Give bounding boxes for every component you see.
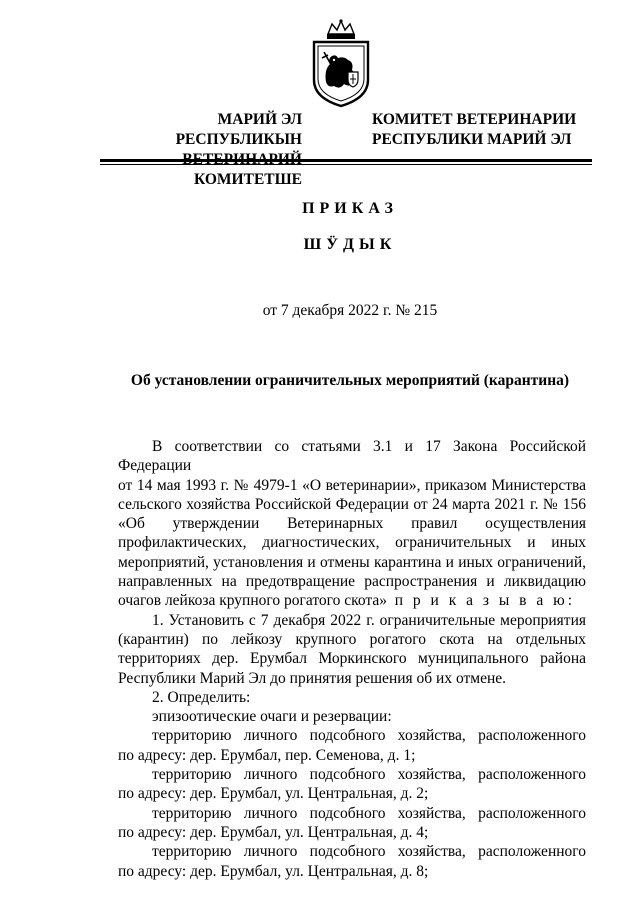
header-divider-thick — [100, 159, 592, 162]
header-left-mari — [92, 110, 302, 190]
territory-line: территорию личного подсобного хозяйства, расположенного — [152, 766, 586, 784]
territory-line: территорию личного подсобного хозяйства, расположенного — [152, 804, 586, 822]
header-right-line1: КОМИТЕТ ВЕТЕРИНАРИИ — [372, 111, 577, 128]
doc-body — [118, 437, 586, 881]
header-right-line2: РЕСПУБЛИКИ МАРИЙ ЭЛ — [372, 131, 572, 148]
doc-title-ru: ПРИКАЗ — [302, 200, 398, 217]
item2-line: 2. Определить: — [152, 688, 251, 706]
body-line: профилактических, диагностических, ограничительных и иных — [118, 534, 586, 552]
header-divider-thin — [100, 164, 592, 165]
body-line: В соответствии со статьями 3.1 и 17 Закона Российской Федерации — [118, 438, 586, 475]
address-line: по адресу: дер. Ерумбал, пер. Семенова, д. 1; — [118, 746, 416, 764]
body-line: «Об утверждении Ветеринарных правил осуществления — [118, 515, 586, 533]
header-right-russian — [372, 110, 592, 150]
address-line: по адресу: дер. Ерумбал, ул. Центральная, д. 4; — [118, 823, 429, 841]
order-word: п р и к а з ы в а ю: — [394, 592, 575, 610]
territory-line: территорию личного подсобного хозяйства, расположенного — [152, 727, 586, 745]
foci-line: эпизоотические очаги и резервации: — [152, 708, 392, 726]
doc-date-number: от 7 декабря 2022 г. № 215 — [262, 302, 438, 319]
item1-line: (карантин) по лейкозу крупного рогатого скота на отдельных — [118, 630, 586, 648]
body-line: сельского хозяйства Российской Федерации от 24 марта 2021 г. № 156 — [118, 495, 586, 513]
body-line: направленных на предотвращение распространения и ликвидацию — [118, 573, 586, 591]
territory-line: территорию личного подсобного хозяйства, расположенного — [152, 843, 586, 861]
coat-of-arms-emblem — [304, 18, 378, 108]
body-line: мероприятий, установления и отмены карантина и иных ограничений, — [118, 553, 586, 571]
header-left-line2: КОМИТЕТШЕ — [194, 171, 302, 188]
body-text: очагов лейкоза крупного рогатого скота» — [118, 592, 387, 610]
address-line: по адресу: дер. Ерумбал, ул. Центральная, д. 2; — [118, 785, 429, 803]
body-line: от 14 мая 1993 г. № 4979-1 «О ветеринарии», приказом Министерства — [118, 476, 586, 494]
header-left-line1: МАРИЙ ЭЛ РЕСПУБЛИКЫН — [175, 111, 302, 148]
item1-line: 1. Установить с 7 декабря 2022 г. ограничительные мероприятия — [152, 611, 586, 629]
doc-subject: Об установлении ограничительных мероприятий (карантина) — [130, 372, 570, 389]
address-line: по адресу: дер. Ерумбал, ул. Центральная, д. 8; — [118, 862, 429, 880]
item1-line: территориях дер. Ерумбал Моркинского муниципального района — [118, 650, 586, 668]
doc-title-mari: ШӰДЫК — [303, 236, 397, 253]
item1-line: Республики Марий Эл до принятия решения об их отмене. — [118, 669, 507, 687]
body-line — [118, 591, 586, 610]
